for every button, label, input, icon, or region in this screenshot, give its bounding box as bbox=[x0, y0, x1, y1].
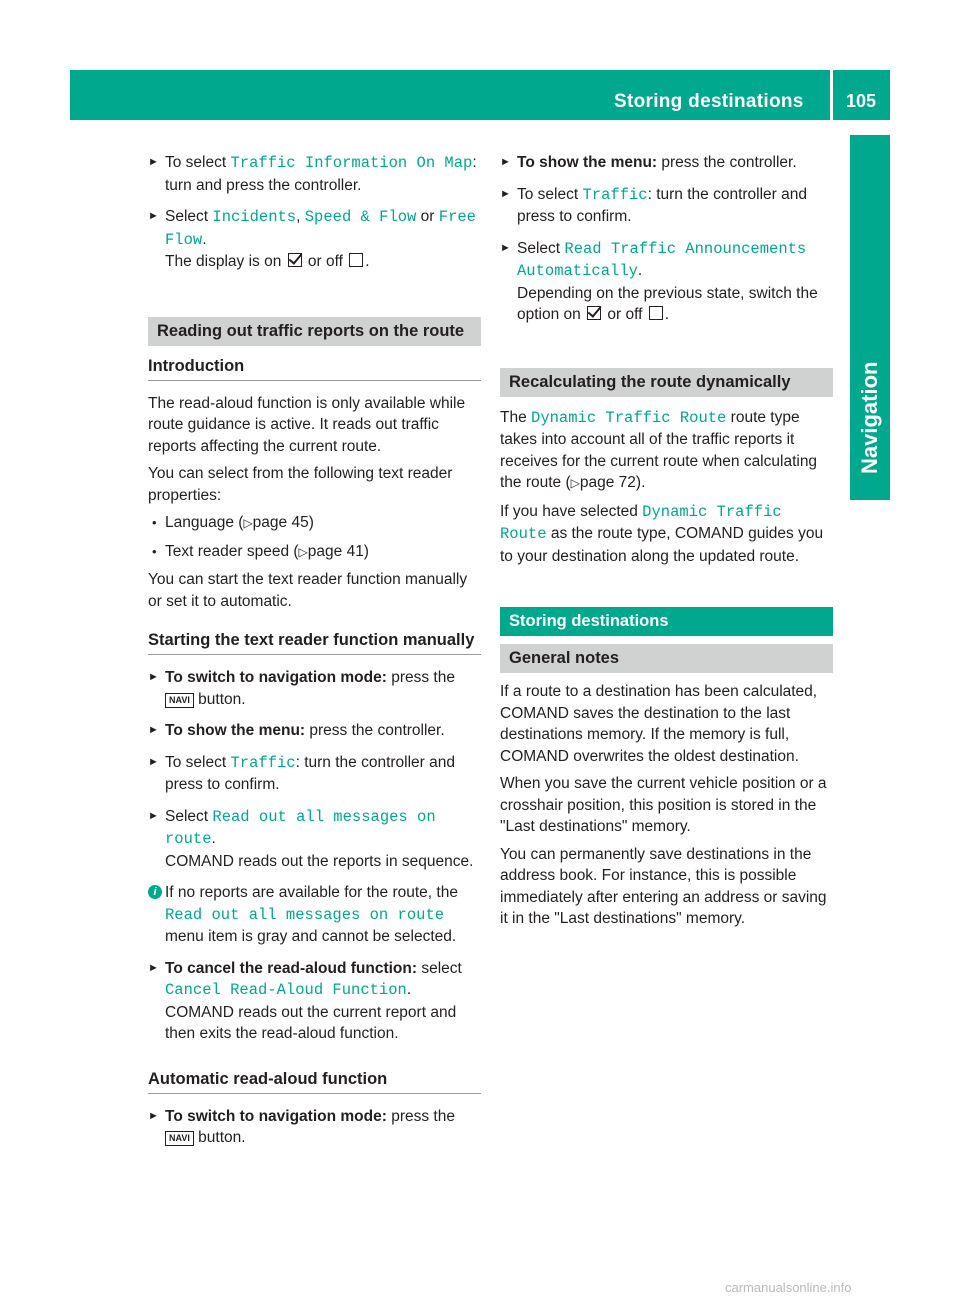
side-tab-label-wrap bbox=[850, 135, 890, 500]
navi-key-icon: NAVI bbox=[165, 693, 194, 708]
bullet-icon: • bbox=[152, 543, 157, 559]
arrow-icon: ► bbox=[148, 961, 159, 974]
checkbox-on-icon bbox=[587, 306, 601, 320]
left-column: ► To select Traffic Information On Map: turn and press the controller. ► Select Incidents, Speed & Flow or Free Flow. The display is on or off . Reading out traffic reports on the route Introduction The read-aloud function is only available while route guidance is active. It reads out traffic reports affecting the current route. You can select from the following text reader properties: • Language (▷page 45) • Text reader speed (▷page 41) You can start the text reader function manually or set it to automatic. Starting the text reader function manually ► To switch to navigation mode: press the NAVI button. ► To show the menu: press the controller. ► To select Traffic: turn the controller and press to confirm. ► Select Read out all messages on route. COMAND reads out the reports in sequence. i If no reports are available for the route, the Read out all messages on route menu item is gray and cannot be selected. ► To cancel the read-aloud function: select Cancel Read-Aloud Function. COMAND reads out the current report and then exits the read-aloud function. Automatic read-aloud function ► To switch to navigation mode: press the NAVI button. bbox=[148, 152, 481, 1159]
header-divider bbox=[830, 70, 833, 120]
arrow-icon: ► bbox=[500, 156, 511, 168]
step: ► Select Read out all messages on route. COMAND reads out the reports in sequence. bbox=[148, 807, 474, 870]
right-column: ► To show the menu: press the controller. ► To select Traffic: turn the controller and press to confirm. ► Select Read Traffic Announcements Automatically. Depending on the previous state, switch the option on or off . Recalculating the route dynamically The Dynamic Traffic Route route type takes into account all of the traffic reports it receives for the current route when calculating the route (▷page 72). If you have selected Dynamic Traffic Route as the route type, COMAND guides you to your destination along the updated route. Storing destinations General notes If a route to a destination has been calculated, COMAND saves the destination to the last destinations memory. If the memory is full, COMAND overwrites the oldest destination. When you save the current vehicle position or a crosshair position, this position is stored in the "Last destinations" memory. You can permanently save destinations in the address book. For instance, this is possible immediately after entering an address or saving it in the "Last destinations" memory. bbox=[500, 152, 833, 936]
arrow-icon: ► bbox=[500, 187, 511, 200]
section-heading-recalc: Recalculating the route dynamically bbox=[500, 368, 833, 397]
section-heading-reading: Reading out traffic reports on the route bbox=[148, 317, 481, 346]
arrow-icon: ► bbox=[500, 241, 511, 254]
step-select-traffic-info: ► To select Traffic Information On Map: turn and press the controller. bbox=[148, 154, 477, 194]
page-title: Storing destinations bbox=[614, 91, 804, 112]
subheading-automatic: Automatic read-aloud function bbox=[148, 1069, 481, 1094]
step: ► Select Read Traffic Announcements Automatically. Depending on the previous state, switch the option on or off . bbox=[500, 239, 818, 323]
section-heading-storing: Storing destinations bbox=[500, 607, 833, 636]
page-ref-icon: ▷ bbox=[570, 476, 580, 490]
watermark: carmanualsonline.info bbox=[725, 1280, 852, 1295]
side-tab-label: Navigation bbox=[857, 361, 882, 474]
arrow-icon: ► bbox=[148, 671, 159, 683]
checkbox-off-icon bbox=[649, 306, 663, 320]
list-item: • Text reader speed (▷page 41) bbox=[148, 541, 481, 564]
bullet-icon: • bbox=[152, 515, 157, 530]
info-icon: i bbox=[148, 885, 162, 899]
navi-key-icon: NAVI bbox=[165, 1131, 194, 1146]
page-ref-icon: ▷ bbox=[298, 544, 308, 559]
arrow-icon: ► bbox=[148, 210, 159, 222]
section-heading-general: General notes bbox=[500, 644, 833, 673]
menu-item-ref: Traffic Information On Map bbox=[230, 154, 473, 172]
step: ► To show the menu: press the controller. bbox=[500, 154, 797, 171]
info-note: i If no reports are available for the route, the Read out all messages on route menu item is gray and cannot be selected. bbox=[148, 882, 481, 948]
step-select-incidents: ► Select Incidents, Speed & Flow or Free Flow. The display is on or off . bbox=[148, 208, 476, 270]
recalc-text: The Dynamic Traffic Route route type takes into account all of the traffic reports it receives for the current route when calculating the route (▷page 72). bbox=[500, 408, 818, 491]
subheading-introduction: Introduction bbox=[148, 356, 481, 381]
step: ► To switch to navigation mode: press the NAVI button. bbox=[148, 1107, 455, 1146]
step: ► To select Traffic: turn the controller and press to confirm. bbox=[500, 185, 808, 225]
arrow-icon: ► bbox=[148, 755, 159, 768]
step: ► To select Traffic: turn the controller and press to confirm. bbox=[148, 753, 456, 793]
list-item: • Language (▷page 45) bbox=[148, 512, 481, 535]
arrow-icon: ► bbox=[148, 1109, 159, 1122]
step: ► To switch to navigation mode: press the NAVI button. bbox=[148, 669, 455, 708]
step: ► To show the menu: press the controller. bbox=[148, 722, 445, 739]
page-number: 105 bbox=[846, 91, 877, 111]
recalc-text-2: If you have selected Dynamic Traffic Route as the route type, COMAND guides you to your destination along the updated route. bbox=[500, 502, 824, 565]
arrow-icon: ► bbox=[148, 156, 159, 168]
step: ► To cancel the read-aloud function: select Cancel Read-Aloud Function. COMAND reads out the current report and then exits the read-aloud function. bbox=[148, 959, 462, 1042]
checkbox-off-icon bbox=[349, 253, 363, 267]
page-ref-icon: ▷ bbox=[243, 516, 253, 530]
subheading-start-manually: Starting the text reader function manually bbox=[148, 630, 481, 655]
arrow-icon: ► bbox=[148, 724, 159, 736]
arrow-icon: ► bbox=[148, 809, 159, 822]
checkbox-on-icon bbox=[288, 253, 302, 267]
